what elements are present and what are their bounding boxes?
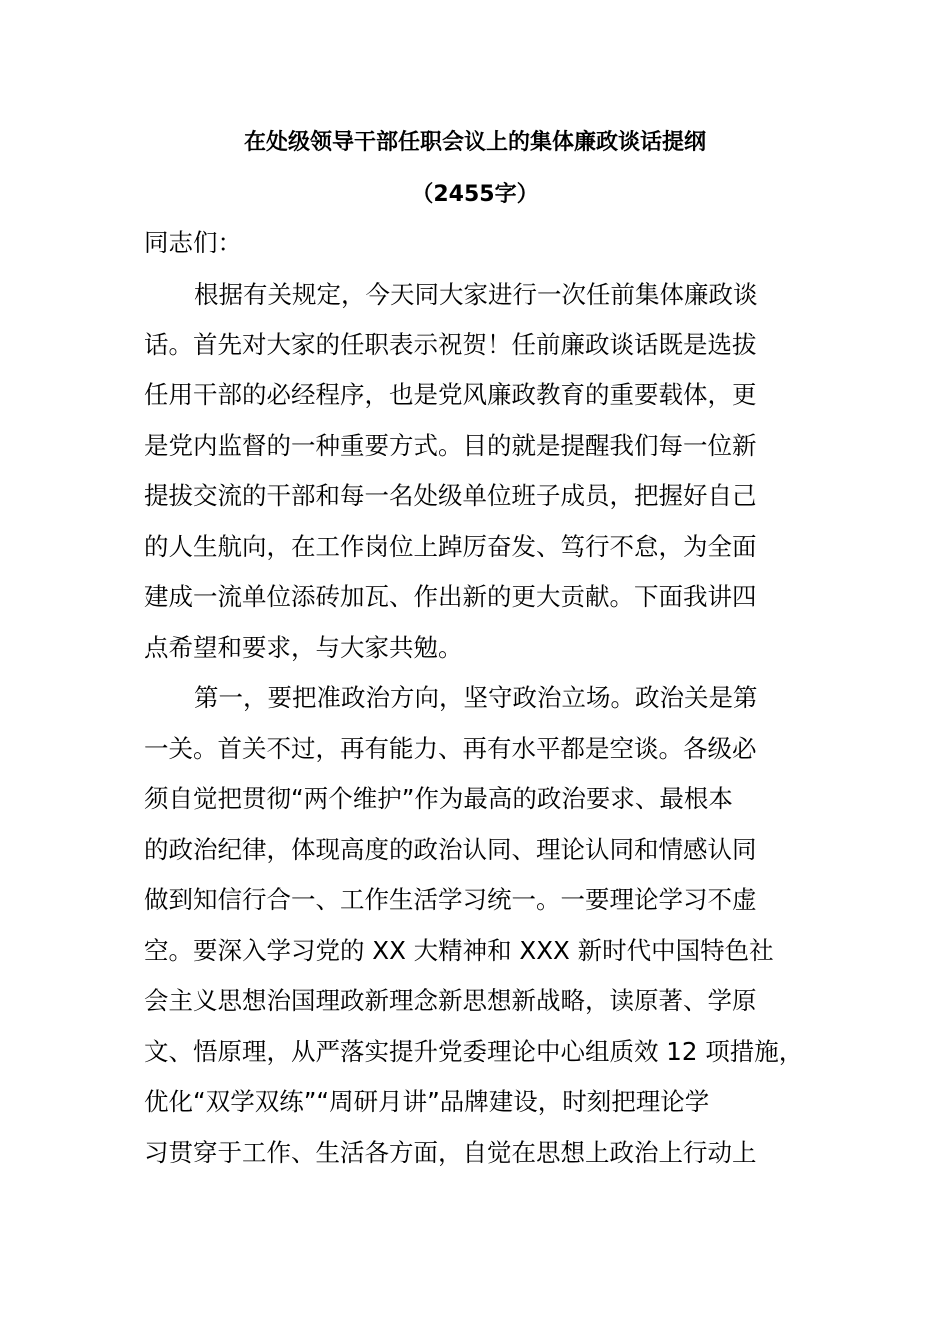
paragraph-1-line-1: 根据有关规定，今天同大家进行一次任前集体廉政谈 bbox=[194, 280, 758, 309]
paragraph-2-line-8: 文、悟原理，从严落实提升党委理论中心组质效 12 项措施， bbox=[144, 1037, 804, 1066]
paragraph-1-line-7: 建成一流单位添砖加瓦、作出新的更大贡献。下面我讲四 bbox=[144, 582, 757, 611]
document-subtitle: （2455字） bbox=[411, 182, 539, 207]
paragraph-2-line-5: 做到知信行合一、工作生活学习统一。一要理论学习不虚 bbox=[144, 885, 757, 914]
paragraph-2-line-9: 优化“双学双练”“周研月讲”品牌建设，时刻把理论学 bbox=[144, 1087, 710, 1116]
paragraph-2-line-1: 第一，要把准政治方向，坚守政治立场。政治关是第 bbox=[194, 683, 758, 712]
paragraph-2-line-4: 的政治纪律，体现高度的政治认同、理论认同和情感认同 bbox=[144, 835, 757, 864]
paragraph-2-line-6: 空。要深入学习党的 XX 大精神和 XXX 新时代中国特色社 bbox=[144, 936, 774, 965]
paragraph-1-line-5: 提拔交流的干部和每一名处级单位班子成员，把握好自己 bbox=[144, 481, 757, 510]
paragraph-1-line-4: 是党内监督的一种重要方式。目的就是提醒我们每一位新 bbox=[144, 431, 757, 460]
paragraph-1-line-6: 的人生航向，在工作岗位上踔厉奋发、笃行不怠，为全面 bbox=[144, 532, 757, 561]
paragraph-2-line-10: 习贯穿于工作、生活各方面，自觉在思想上政治上行动上 bbox=[144, 1138, 757, 1167]
paragraph-2-line-2: 一关。首关不过，再有能力、再有水平都是空谈。各级必 bbox=[144, 734, 757, 763]
salutation: 同志们： bbox=[144, 228, 242, 257]
paragraph-2-line-3: 须自觉把贯彻“两个维护”作为最高的政治要求、最根本 bbox=[144, 784, 733, 813]
paragraph-1-line-3: 任用干部的必经程序，也是党风廉政教育的重要载体，更 bbox=[144, 380, 757, 409]
document-title: 在处级领导干部任职会议上的集体廉政谈话提纲 bbox=[243, 130, 706, 155]
paragraph-1-line-8: 点希望和要求，与大家共勉。 bbox=[144, 633, 463, 662]
paragraph-1-line-2: 话。首先对大家的任职表示祝贺！任前廉政谈话既是选拔 bbox=[144, 330, 757, 359]
paragraph-2-line-7: 会主义思想治国理政新理念新思想新战略，读原著、学原 bbox=[144, 986, 757, 1015]
